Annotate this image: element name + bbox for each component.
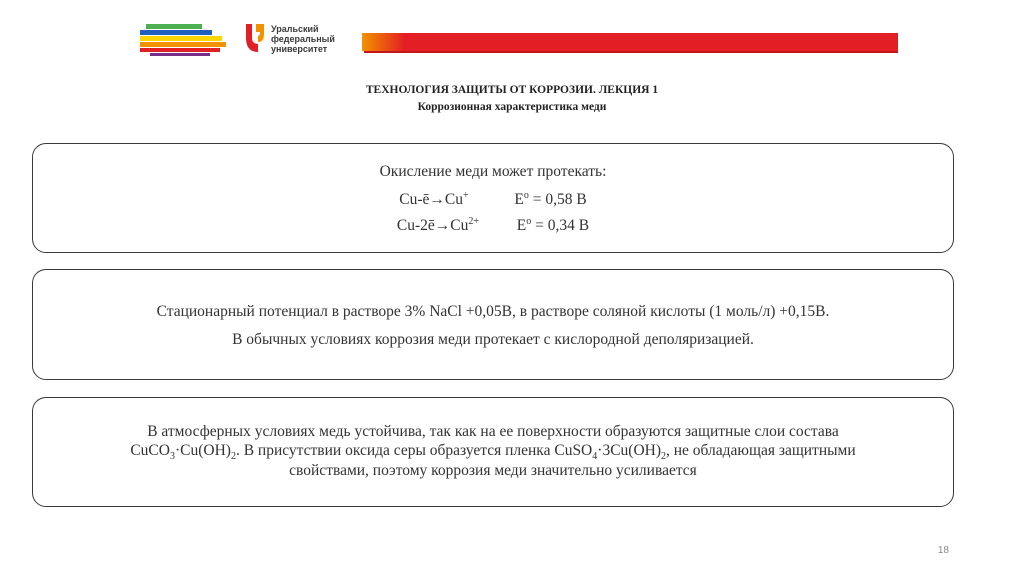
atmospheric-line-1: В атмосферных условиях медь устойчива, так как на ее поверхности образуются защитные слои состава [147,423,839,440]
page-number: 18 [937,545,949,556]
atmospheric-line-3: свойствами, поэтому коррозия меди значительно усиливается [289,462,697,479]
header-stripe-shadow [364,51,898,53]
reaction-line-2 [33,216,953,235]
reaction-2-charge: 2+ [468,216,480,227]
university-name-line3: университет [271,44,328,54]
atmospheric-text: . В присутствии оксида серы образуется пленка CuSO [235,442,593,459]
potential-2-value: = 0,34 В [531,217,590,235]
potential-line-1: Стационарный потенциал в растворе 3% NaCl +0,05В, в растворе соляной кислоты (1 моль/л) +0,15В. [156,303,830,320]
urfu-logo-icon [244,22,266,54]
formula-dot: · [174,442,181,459]
stripe-blue [140,30,212,35]
reaction-2: Cu-2ē→Cu [396,217,469,235]
stripe-yellow [140,36,222,41]
formula-3cuoh2: 3Cu(OH) [602,442,661,459]
stripe-red [140,48,220,52]
university-name-line2: федеральный [271,34,335,44]
formula-sub: 2 [661,451,666,463]
atmospheric-text: , не обладающая защитными [666,442,856,459]
formula-cuoh2: Cu(OH) [180,442,231,459]
stripe-orange [140,42,226,47]
atmospheric-box [32,397,954,507]
stripe-purple [150,53,210,56]
potential-2-label: E [516,217,527,235]
potential-1-label: E [514,191,524,209]
potential-2-sup: o [526,216,532,227]
slide-title: ТЕХНОЛОГИЯ ЗАЩИТЫ ОТ КОРРОЗИИ. ЛЕКЦИЯ 1 [365,84,659,96]
university-name [271,24,335,54]
formula-sub: 2 [230,451,236,463]
reaction-1: Cu-ē→Cu [399,191,463,209]
atmospheric-line-2 [33,442,953,462]
reaction-line-1 [33,190,953,209]
oxidation-box [32,143,954,253]
potential-box [32,269,954,380]
university-name-line1: Уральский [271,24,319,34]
potential-1-value: = 0,58 В [528,191,587,209]
potential-line-2: В обычных условиях коррозия меди протекает с кислородной деполяризацией. [232,331,754,348]
potential-1-sup: o [523,190,529,201]
formula-sub: 3 [169,451,175,463]
stripe-green [146,24,202,29]
oxidation-intro: Окисление меди может протекать: [379,163,607,180]
formula-dot: · [597,442,603,459]
reaction-1-charge: + [463,190,469,201]
formula-cuco3: CuCO [130,442,170,459]
header-stripe-long [362,33,898,51]
formula-sub: 4 [592,451,598,463]
slide-subtitle: Коррозионная характеристика меди [417,101,607,113]
